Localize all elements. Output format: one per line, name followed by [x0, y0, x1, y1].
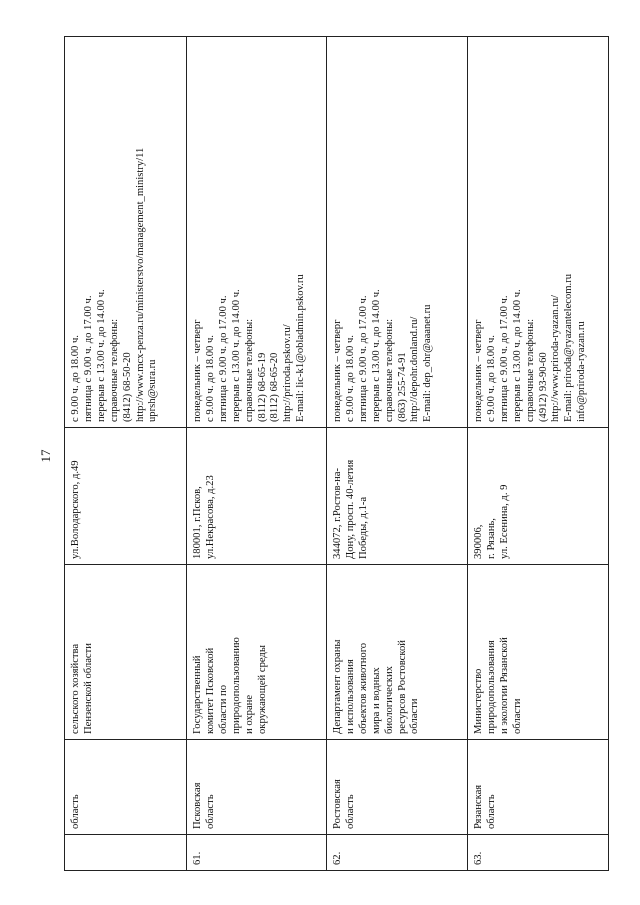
- column-border: [64, 870, 609, 871]
- top-row-address-cell: ул.Володарского, д.49: [70, 460, 81, 559]
- row-62-number-cell: 62.: [332, 851, 343, 865]
- row-61-number-cell: 61.: [192, 851, 203, 865]
- row-61-address-cell: 180001, г.Псков, ул.Некрасова, д.23: [192, 475, 216, 559]
- row-61-region-cell: Псковская область: [192, 782, 216, 829]
- top-row-region-cell: область: [70, 794, 81, 829]
- row-61-organization-cell: Государственный комитет Псковской области по природопользованию и охране окружающей среды: [192, 637, 268, 734]
- row-62-address-cell: 344072, г.Ростов-на- Дону, просп. 40-летия Победы, д.1-а: [332, 459, 369, 559]
- row-63-address-cell: 390006, г. Рязань, ул. Есенина, д. 9: [473, 484, 510, 559]
- top-row-organization-cell: сельского хозяйства Пензенской области: [70, 643, 94, 734]
- row-61-contacts-cell: понедельник – четверг с 9.00 ч. до 18.00 ч. пятница с 9.00 ч. до 17.00 ч. перерыв с 13.00 ч. до 14.00 ч. справочные телефоны: (8112) 68-65-19 (8112) 68-65-20 http://priroda.pskov.ru/ E-mail: lic-k1@obladmin.pskov.ru: [192, 274, 307, 422]
- document-table: [64, 36, 609, 871]
- row-63-region-cell: Рязанская область: [473, 784, 497, 829]
- row-border: [608, 36, 609, 871]
- row-63-number-cell: 63.: [473, 851, 484, 865]
- row-63-organization-cell: Министерство природопользования и экологии Рязанской области: [473, 637, 523, 734]
- page-number: 17: [38, 449, 53, 463]
- top-row-contacts-cell: с 9.00 ч. до 18.00 ч. пятница с 9.00 ч. до 17.00 ч. перерыв с 13.00 ч. до 14.00 ч. справочные телефоны: (8412) 68-50-20 http://www.mcx-penza.ru/ministerstvo/management_ministry/11 uprsh@sura.ru: [70, 147, 159, 422]
- row-62-region-cell: Ростовская область: [332, 779, 356, 829]
- row-62-contacts-cell: понедельник – четверг с 9.00 ч. до 18.00 ч. пятница с 9.00 ч. до 17.00 ч. перерыв с 13.00 ч. до 14.00 ч. справочные телефоны: (863) 255-74-91 http://depohr.donland.ru/ E-mail: dep_ohr@aaanet.ru: [332, 289, 434, 422]
- row-63-contacts-cell: понедельник – четверг с 9.00 ч. до 18.00 ч. пятница с 9.00 ч. до 17.00 ч. перерыв с 13.00 ч. до 14.00 ч. справочные телефоны: (4912) 93-90-60 http://www.priroda-ryazan.ru/ E-mail: priroda@ryazantelecom.ru info@priroda-ryazan.ru: [473, 274, 588, 422]
- row-62-organization-cell: Департамент охраны и использования объектов животного мира и водных биологических ресурсов Ростовской области: [332, 639, 421, 734]
